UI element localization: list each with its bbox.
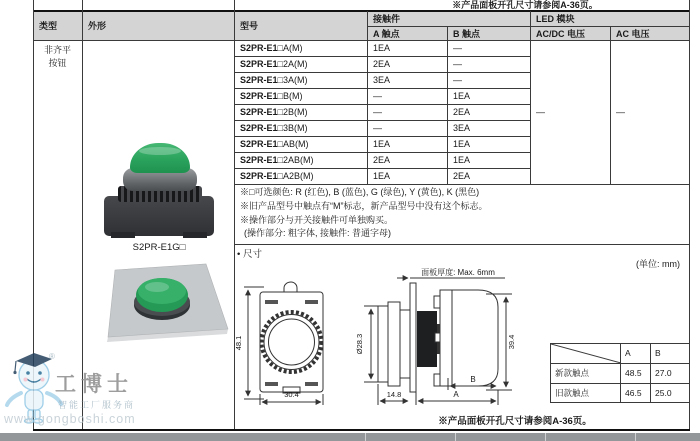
model-suffix: 2AB(M) bbox=[282, 155, 314, 165]
dim-side-height: 39.4 bbox=[507, 334, 516, 350]
band-tick bbox=[635, 433, 636, 441]
photo-model-label: S2PR-E1G□ bbox=[132, 242, 186, 253]
table-row bbox=[234, 168, 530, 184]
table-row bbox=[234, 56, 530, 72]
ab-table-header-row bbox=[551, 344, 689, 364]
watermark-url: www.gongboshi.com bbox=[4, 412, 136, 426]
model-prefix: S2PR-E1□ bbox=[240, 155, 283, 165]
watermark-tagline: 智能工厂服务商 bbox=[58, 400, 136, 410]
model-prefix: S2PR-E1□ bbox=[240, 91, 283, 101]
footnote-purchase: ※操作部分与开关接触件可单独购买。 bbox=[240, 214, 394, 225]
footnote-colors: ※□可选颜色: R (红色), B (蓝色), G (绿色), Y (黄色), K (黑色) bbox=[240, 187, 480, 197]
dim-panel-thickness: 面板厚度: Max. 6mm bbox=[421, 268, 495, 277]
model-suffix: A2B(M) bbox=[282, 171, 314, 181]
button-base bbox=[104, 196, 214, 236]
footnote-typography: (操作部分: 粗字体, 接触件: 普通字母) bbox=[244, 228, 391, 239]
band-tick bbox=[455, 433, 456, 441]
type-value-line2: 按钮 bbox=[48, 58, 67, 68]
b-contact-count: 2EA bbox=[453, 171, 471, 181]
pushbutton-photo bbox=[103, 138, 215, 238]
dim-depth1: 14.8 bbox=[386, 390, 402, 399]
model-suffix: 2B(M) bbox=[282, 107, 308, 117]
type-value bbox=[33, 44, 82, 70]
ab-col-a: A bbox=[621, 344, 651, 363]
model-suffix: A(M) bbox=[282, 43, 303, 53]
b-contact-count: 1EA bbox=[453, 139, 471, 149]
bottom-panel-cutout-note: ※产品面板开孔尺寸请参阅A-36页。 bbox=[438, 416, 592, 427]
dim-front-height: 48.1 bbox=[234, 335, 243, 351]
led-acdc-value: — bbox=[536, 107, 545, 117]
dim-b-label: B bbox=[470, 375, 476, 384]
cap-highlight bbox=[139, 147, 181, 155]
header-acdc-voltage: AC/DC 电压 bbox=[536, 28, 585, 39]
model-prefix: S2PR-E1□ bbox=[240, 171, 283, 181]
button-foot bbox=[111, 232, 135, 238]
dimensions-unit: (单位: mm) bbox=[636, 259, 680, 269]
model-suffix: 3A(M) bbox=[282, 75, 308, 85]
ab-dimension-table bbox=[550, 343, 690, 403]
header-contacts: 接触件 bbox=[373, 14, 401, 24]
watermark-reg-mark: ® bbox=[49, 352, 55, 361]
type-value-line1: 非齐平 bbox=[43, 45, 71, 55]
model-suffix: 2A(M) bbox=[282, 59, 308, 69]
a-contact-count: 1EA bbox=[373, 171, 391, 181]
button-foot bbox=[183, 232, 207, 238]
ab-table-row-new bbox=[551, 364, 689, 384]
bottom-band bbox=[0, 433, 700, 441]
table-row bbox=[234, 136, 530, 152]
b-contact-count: 1EA bbox=[453, 91, 471, 101]
ab-col-b: B bbox=[655, 348, 661, 358]
b-contact-count: — bbox=[453, 43, 462, 53]
watermark-brand: 工博士 bbox=[55, 371, 133, 396]
a-contact-count: — bbox=[373, 123, 382, 133]
a-contact-count: 1EA bbox=[373, 43, 391, 53]
dim-a-label: A bbox=[453, 390, 459, 399]
model-suffix: AB(M) bbox=[282, 139, 309, 149]
ab-row-b: 25.0 bbox=[655, 388, 672, 398]
model-prefix: S2PR-E1□ bbox=[240, 139, 283, 149]
mounted-button-photo bbox=[100, 260, 235, 345]
dim-diameter: Ø28.3 bbox=[355, 333, 364, 355]
ab-row-b: 27.0 bbox=[655, 368, 672, 378]
a-contact-count: — bbox=[373, 107, 382, 117]
b-contact-count: — bbox=[453, 59, 462, 69]
a-contact-count: 3EA bbox=[373, 75, 391, 85]
model-prefix: S2PR-E1□ bbox=[240, 75, 283, 85]
footnotes bbox=[240, 186, 686, 241]
model-prefix: S2PR-E1□ bbox=[240, 59, 283, 69]
ab-row-a: 48.5 bbox=[621, 364, 651, 383]
table-row bbox=[234, 104, 530, 120]
a-contact-count: — bbox=[373, 91, 382, 101]
diagonal-line bbox=[551, 344, 621, 363]
ab-row-a: 46.5 bbox=[621, 384, 651, 403]
model-suffix: 3B(M) bbox=[282, 123, 308, 133]
a-contact-count: 2EA bbox=[373, 59, 391, 69]
table-row bbox=[234, 88, 530, 104]
header-led-module: LED 模块 bbox=[536, 14, 575, 24]
table-row bbox=[234, 152, 530, 168]
model-table-rows bbox=[234, 40, 530, 184]
header-shape: 外形 bbox=[88, 21, 107, 31]
model-prefix: S2PR-E1□ bbox=[240, 123, 283, 133]
table-row bbox=[234, 120, 530, 136]
header-b-contact: B 触点 bbox=[453, 28, 481, 39]
a-contact-count: 2EA bbox=[373, 155, 391, 165]
band-tick bbox=[545, 433, 546, 441]
table-row bbox=[234, 72, 530, 88]
header-model: 型号 bbox=[240, 21, 259, 31]
footnote-m-mark: ※旧产品型号中触点有“M”标志，新产品型号中没有这个标志。 bbox=[240, 200, 488, 211]
b-contact-count: 2EA bbox=[453, 107, 471, 117]
a-contact-count: 1EA bbox=[373, 139, 391, 149]
model-suffix: B(M) bbox=[282, 91, 303, 101]
model-prefix: S2PR-E1□ bbox=[240, 107, 283, 117]
dim-front-width: 30.4 bbox=[284, 390, 299, 399]
diagonal-header-cell bbox=[551, 344, 621, 363]
ab-table-row-old bbox=[551, 384, 689, 403]
b-contact-count: — bbox=[453, 75, 462, 85]
ab-row-label: 新款触点 bbox=[551, 364, 621, 383]
b-contact-count: 3EA bbox=[453, 123, 471, 133]
b-contact-count: 1EA bbox=[453, 155, 471, 165]
header-ac-voltage: AC 电压 bbox=[616, 28, 650, 39]
model-prefix: S2PR-E1□ bbox=[240, 43, 283, 53]
dimensions-title: • 尺寸 bbox=[237, 249, 262, 260]
band-tick bbox=[365, 433, 366, 441]
led-ac-value: — bbox=[616, 107, 625, 117]
header-type: 类型 bbox=[39, 21, 58, 31]
header-a-contact: A 触点 bbox=[373, 28, 400, 39]
table-row bbox=[234, 40, 530, 56]
ab-row-label: 旧款触点 bbox=[551, 384, 621, 403]
top-panel-cutout-note: ※产品面板开孔尺寸请参阅A-36页。 bbox=[452, 0, 598, 10]
